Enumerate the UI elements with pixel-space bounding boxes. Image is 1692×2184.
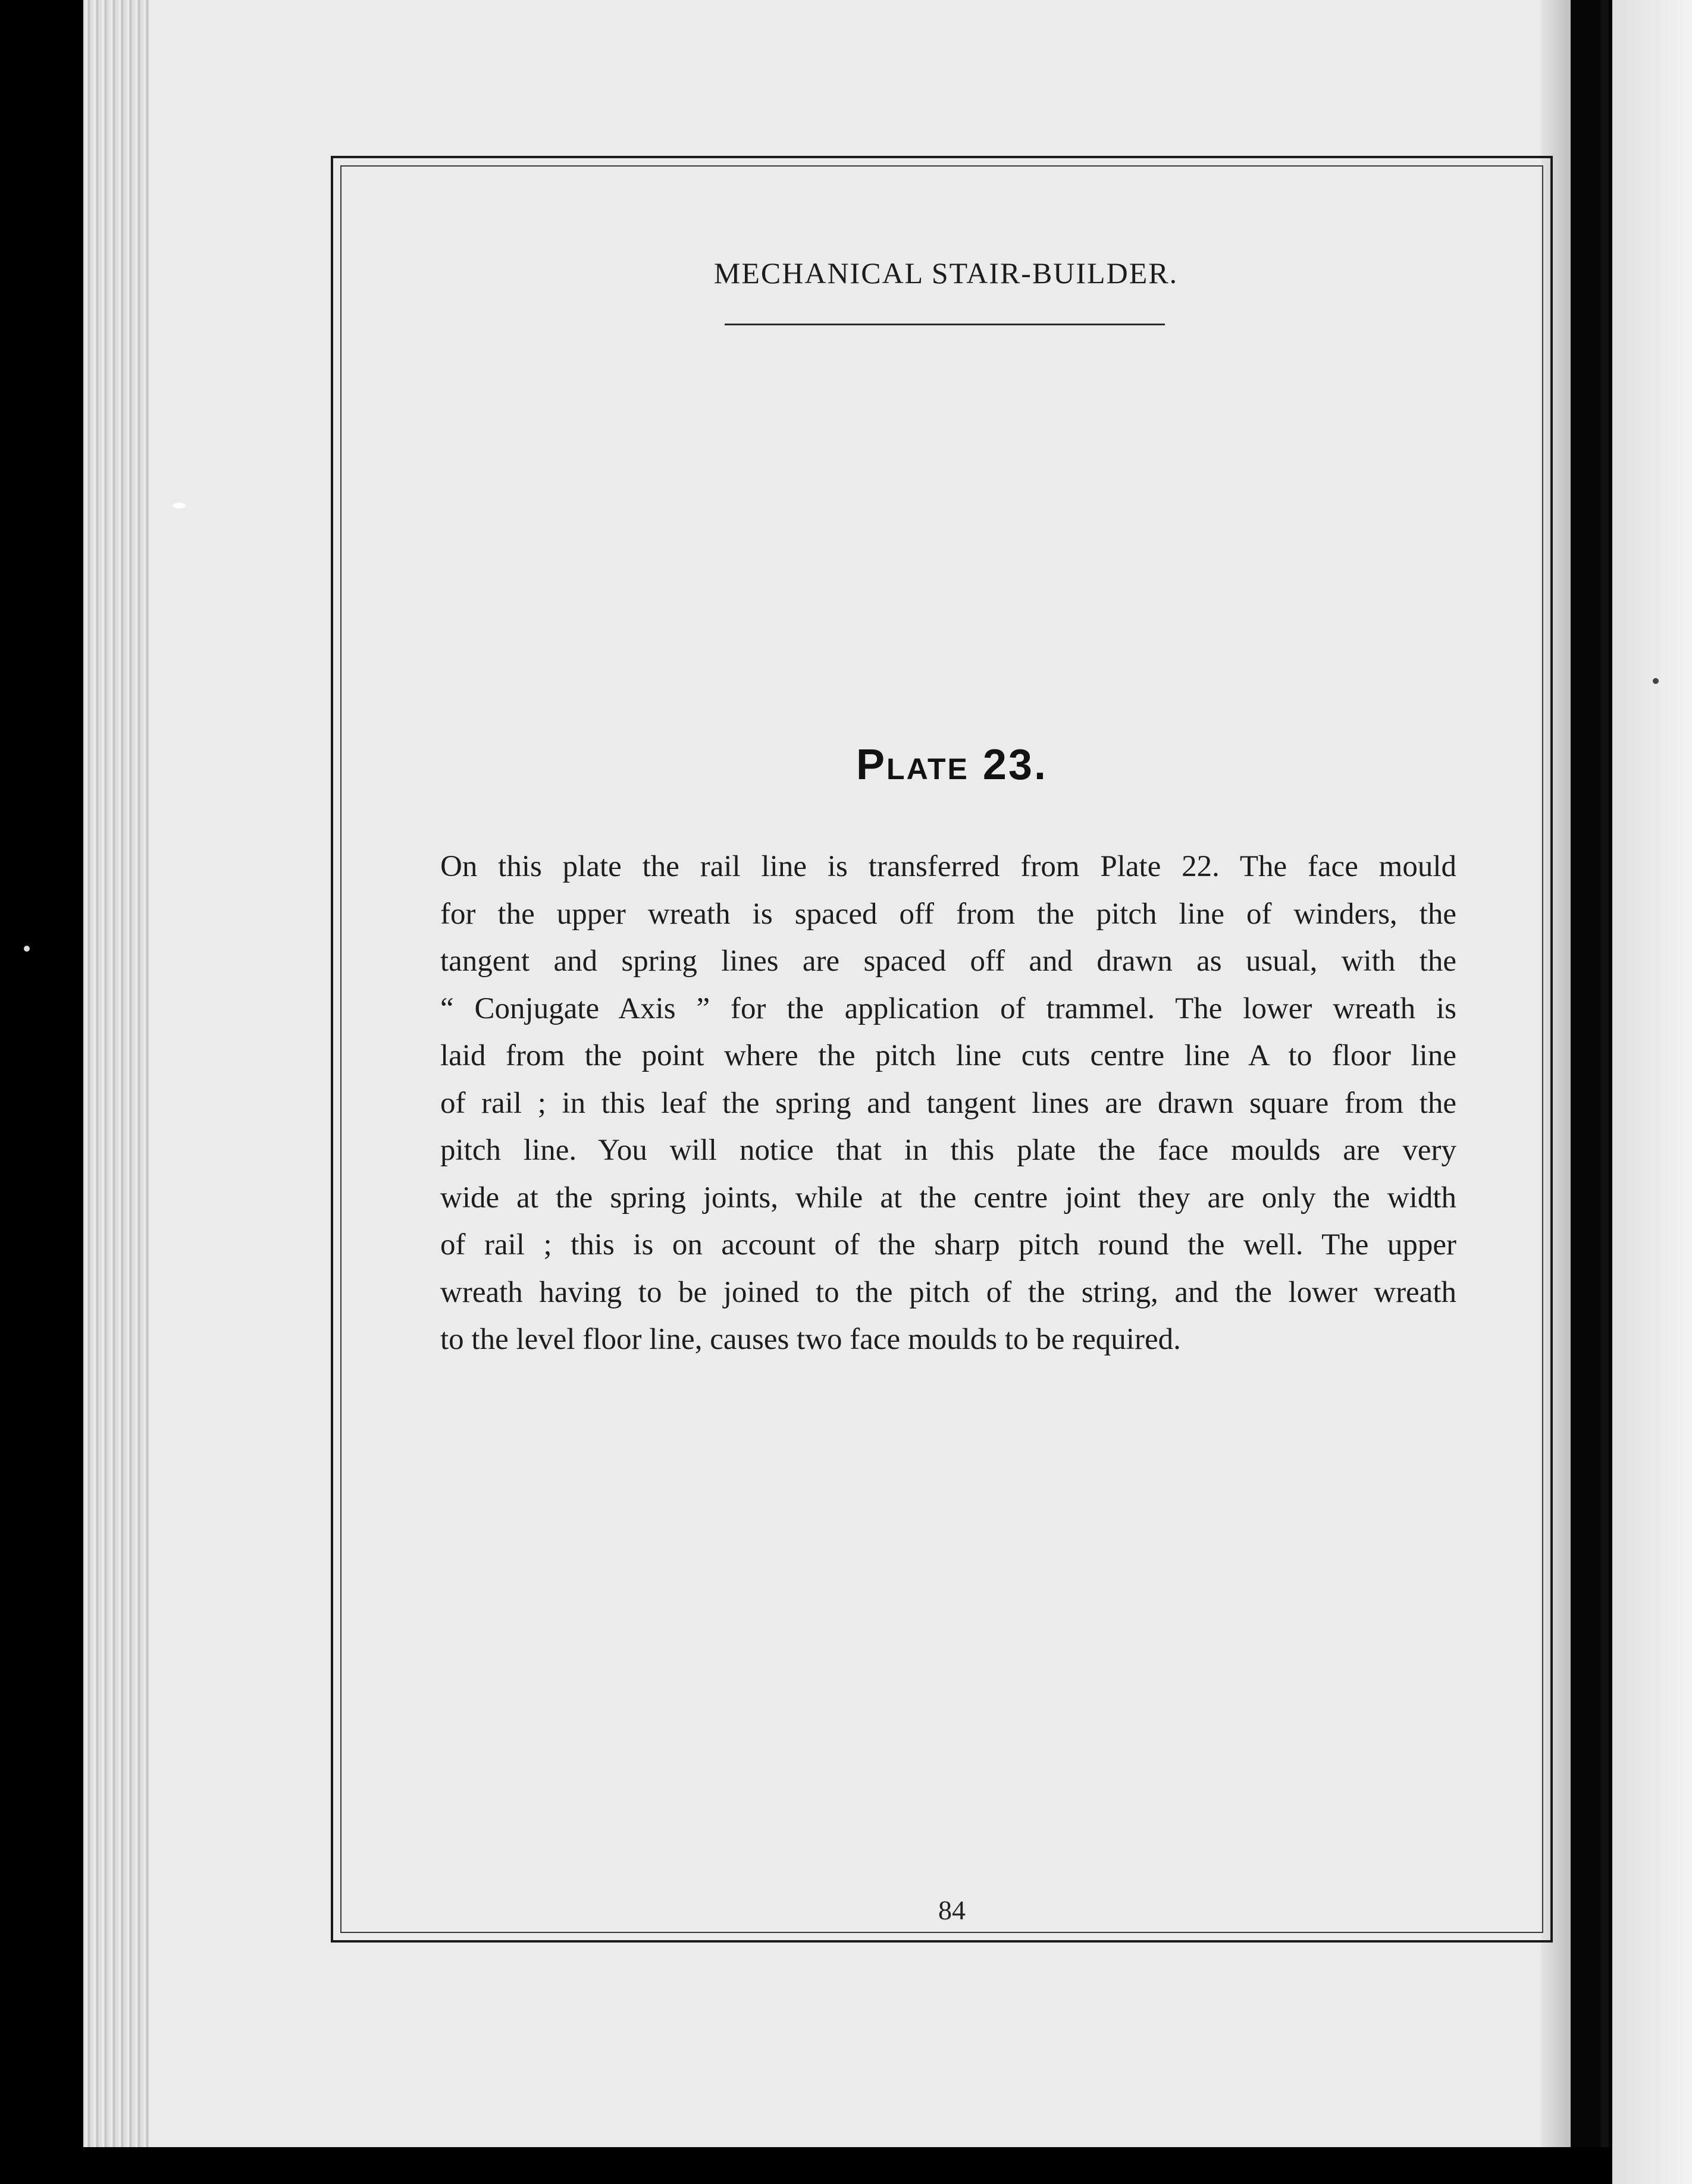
body-line: for the upper wreath is spaced off from the pitch line of winders, the [440, 897, 1456, 931]
film-speck [24, 946, 30, 952]
film-speck [1653, 678, 1659, 684]
film-speck [173, 503, 186, 509]
body-line: wide at the spring joints, while at the centre joint they are only the width [440, 1181, 1456, 1215]
film-margin-bottom [83, 2147, 1612, 2184]
body-paragraph [440, 843, 1456, 1364]
body-line: laid from the point where the pitch line cuts centre line A to floor line [440, 1039, 1456, 1072]
body-line: wreath having to be joined to the pitch of the string, and the lower wreath [440, 1275, 1456, 1309]
book-page-edges [83, 0, 149, 2184]
running-head: MECHANICAL STAIR-BUILDER. [713, 256, 1179, 290]
body-line: to the level floor line, causes two face moulds to be required. [440, 1323, 1181, 1356]
body-line: pitch line. You will notice that in this plate the face moulds are very [440, 1134, 1456, 1167]
plate-title: Plate 23. [856, 741, 1048, 789]
body-line: tangent and spring lines are spaced off and drawn as usual, with the [440, 944, 1456, 978]
header-rule [725, 324, 1165, 325]
body-line: “ Conjugate Axis ” for the application of trammel. The lower wreath is [440, 991, 1456, 1025]
film-margin-left [0, 0, 83, 2184]
body-line: On this plate the rail line is transferred from Plate 22. The face mould [440, 850, 1456, 883]
gutter-strip [1600, 0, 1609, 2184]
body-line: of rail ; this is on account of the sharp pitch round the well. The upper [440, 1228, 1456, 1262]
page-number: 84 [938, 1895, 966, 1925]
facing-page-edge [1612, 0, 1692, 2184]
body-line: of rail ; in this leaf the spring and tangent lines are drawn square from the [440, 1086, 1456, 1120]
